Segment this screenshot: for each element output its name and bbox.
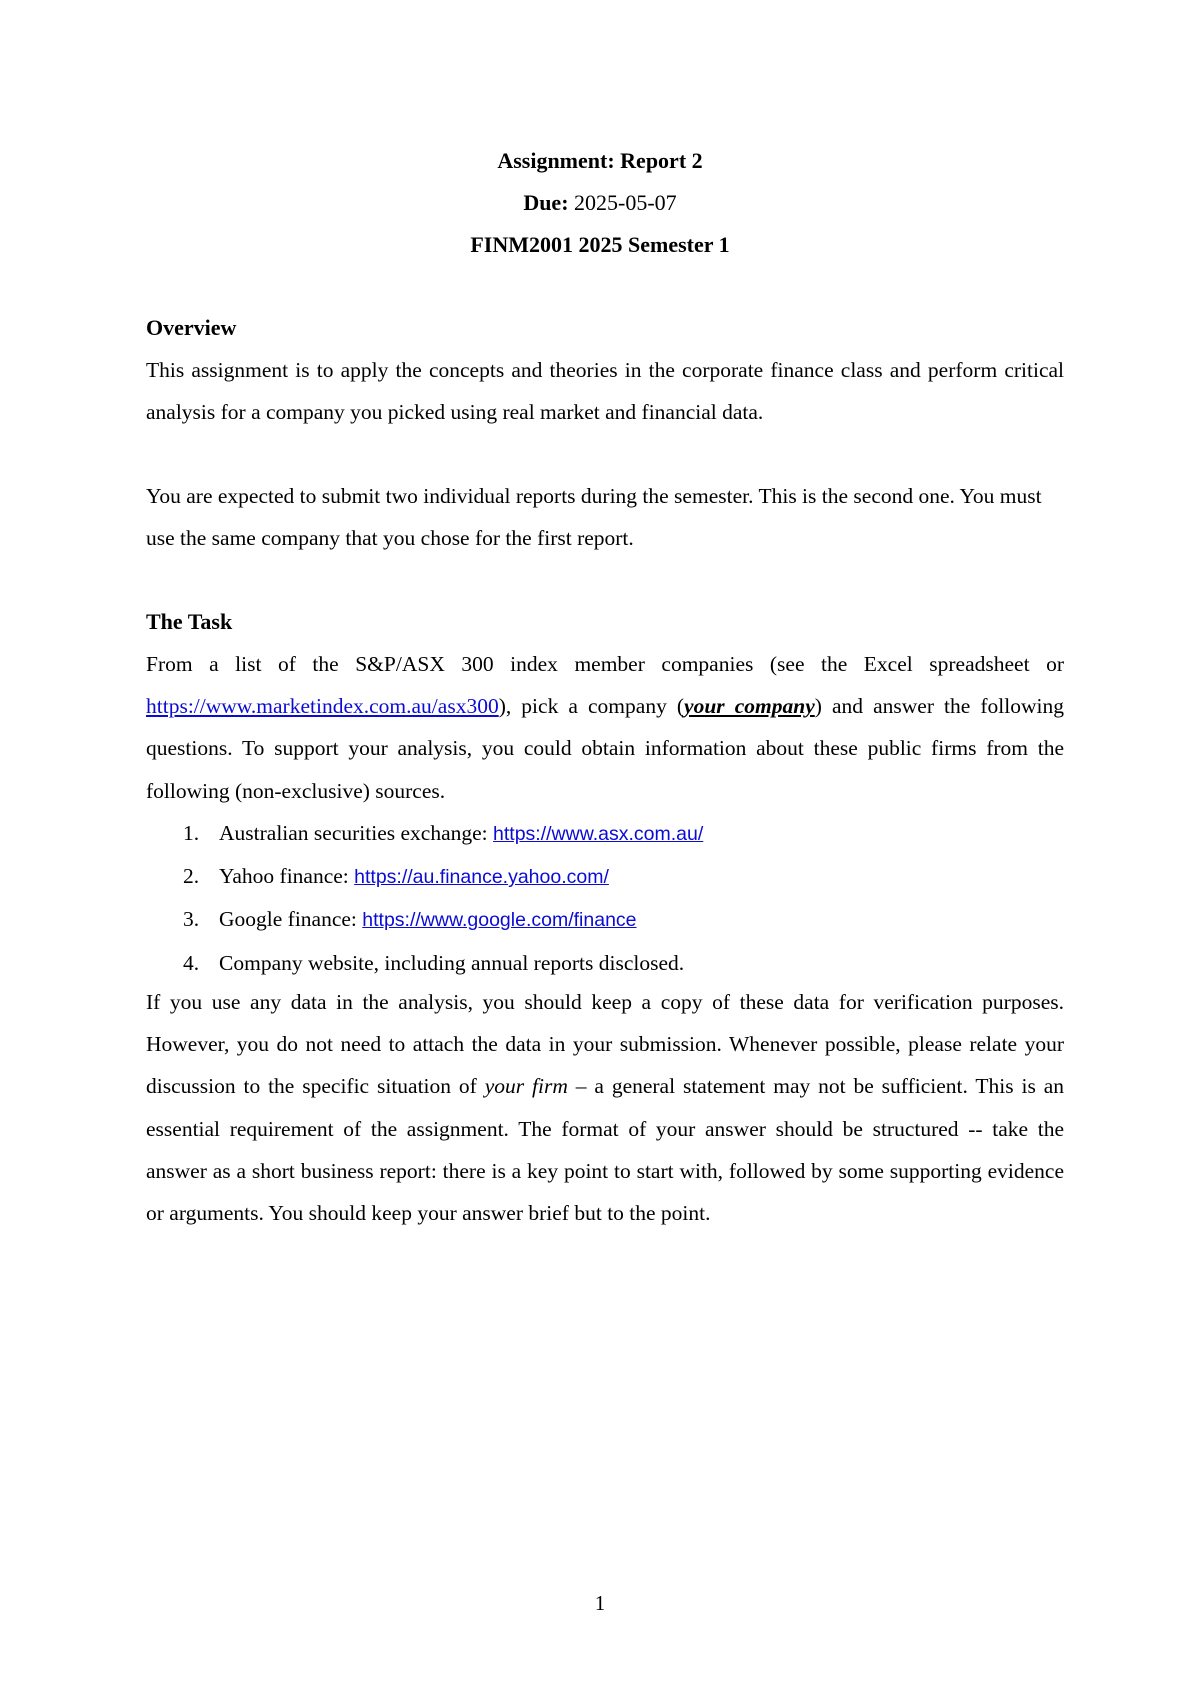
list-item	[146, 812, 1064, 855]
source-label: Australian securities exchange:	[219, 821, 494, 845]
page-number: 1	[594, 1591, 606, 1615]
list-item	[146, 855, 1064, 898]
task-intro-paragraph	[146, 643, 1064, 812]
asx300-link[interactable]: https://www.marketindex.com.au/asx300	[146, 694, 499, 719]
list-item	[146, 898, 1064, 941]
source-label: Company website, including annual reports disclosed.	[219, 950, 685, 975]
overview-paragraph-2: You are expected to submit two individual reports during the semester. This is the second one. You must use the same company that you chose for the first report.	[146, 484, 1042, 551]
your-firm-emphasis: your firm	[484, 1074, 568, 1099]
source-label: Yahoo finance:	[219, 864, 355, 889]
task-closing-text: If you use any data in the analysis, you should keep a copy of these data for verification purposes. However, you do not need to attach the data in your submission. Whenever possible, please relate your discussion to the specific situation of	[146, 990, 1064, 1099]
task-closing-text-2: – a general statement may not be sufficient. This is an essential requirement of the assignment. The format of your answer should be structured -- take the answer as a short business report: there is a key point to start with, followed by some supporting evidence or arguments. You should keep your answer brief but to the point.	[146, 1074, 1064, 1226]
course-line: FINM2001 2025 Semester 1	[470, 232, 730, 257]
sources-list	[146, 812, 1064, 984]
due-date-value: 2025-05-07	[574, 190, 677, 215]
overview-heading: Overview	[146, 315, 237, 340]
task-intro-text-3: ) and answer the following questions. To support your analysis, you could obtain information about these public firms from the following (non-exclusive) sources.	[146, 694, 1064, 803]
due-date-line	[0, 188, 1200, 218]
asx-link[interactable]: https://www.asx.com.au/	[493, 823, 704, 845]
task-closing-paragraph	[146, 981, 1064, 1234]
due-label: Due:	[523, 190, 569, 215]
sources-list-container	[146, 812, 1064, 984]
document-title: Assignment: Report 2	[497, 148, 703, 173]
task-heading: The Task	[146, 609, 233, 634]
list-number: 3.	[183, 907, 200, 932]
google-finance-link[interactable]: https://www.google.com/finance	[362, 909, 637, 932]
source-label: Google finance:	[219, 907, 363, 932]
task-intro-text: From a list of the S&P/ASX 300 index member companies (see the Excel spreadsheet or	[146, 652, 1064, 676]
task-intro-text-2: ), pick a company (	[498, 694, 685, 719]
overview-paragraph-1: This assignment is to apply the concepts and theories in the corporate finance class and perform critical analysis for a company you picked using real market and financial data.	[146, 358, 1064, 425]
list-number: 4.	[183, 950, 200, 975]
yahoo-finance-link[interactable]: https://au.finance.yahoo.com/	[354, 866, 609, 889]
list-number: 1.	[183, 821, 200, 845]
your-company-emphasis: your company	[684, 694, 815, 719]
list-item	[146, 942, 1064, 984]
list-number: 2.	[183, 864, 200, 889]
